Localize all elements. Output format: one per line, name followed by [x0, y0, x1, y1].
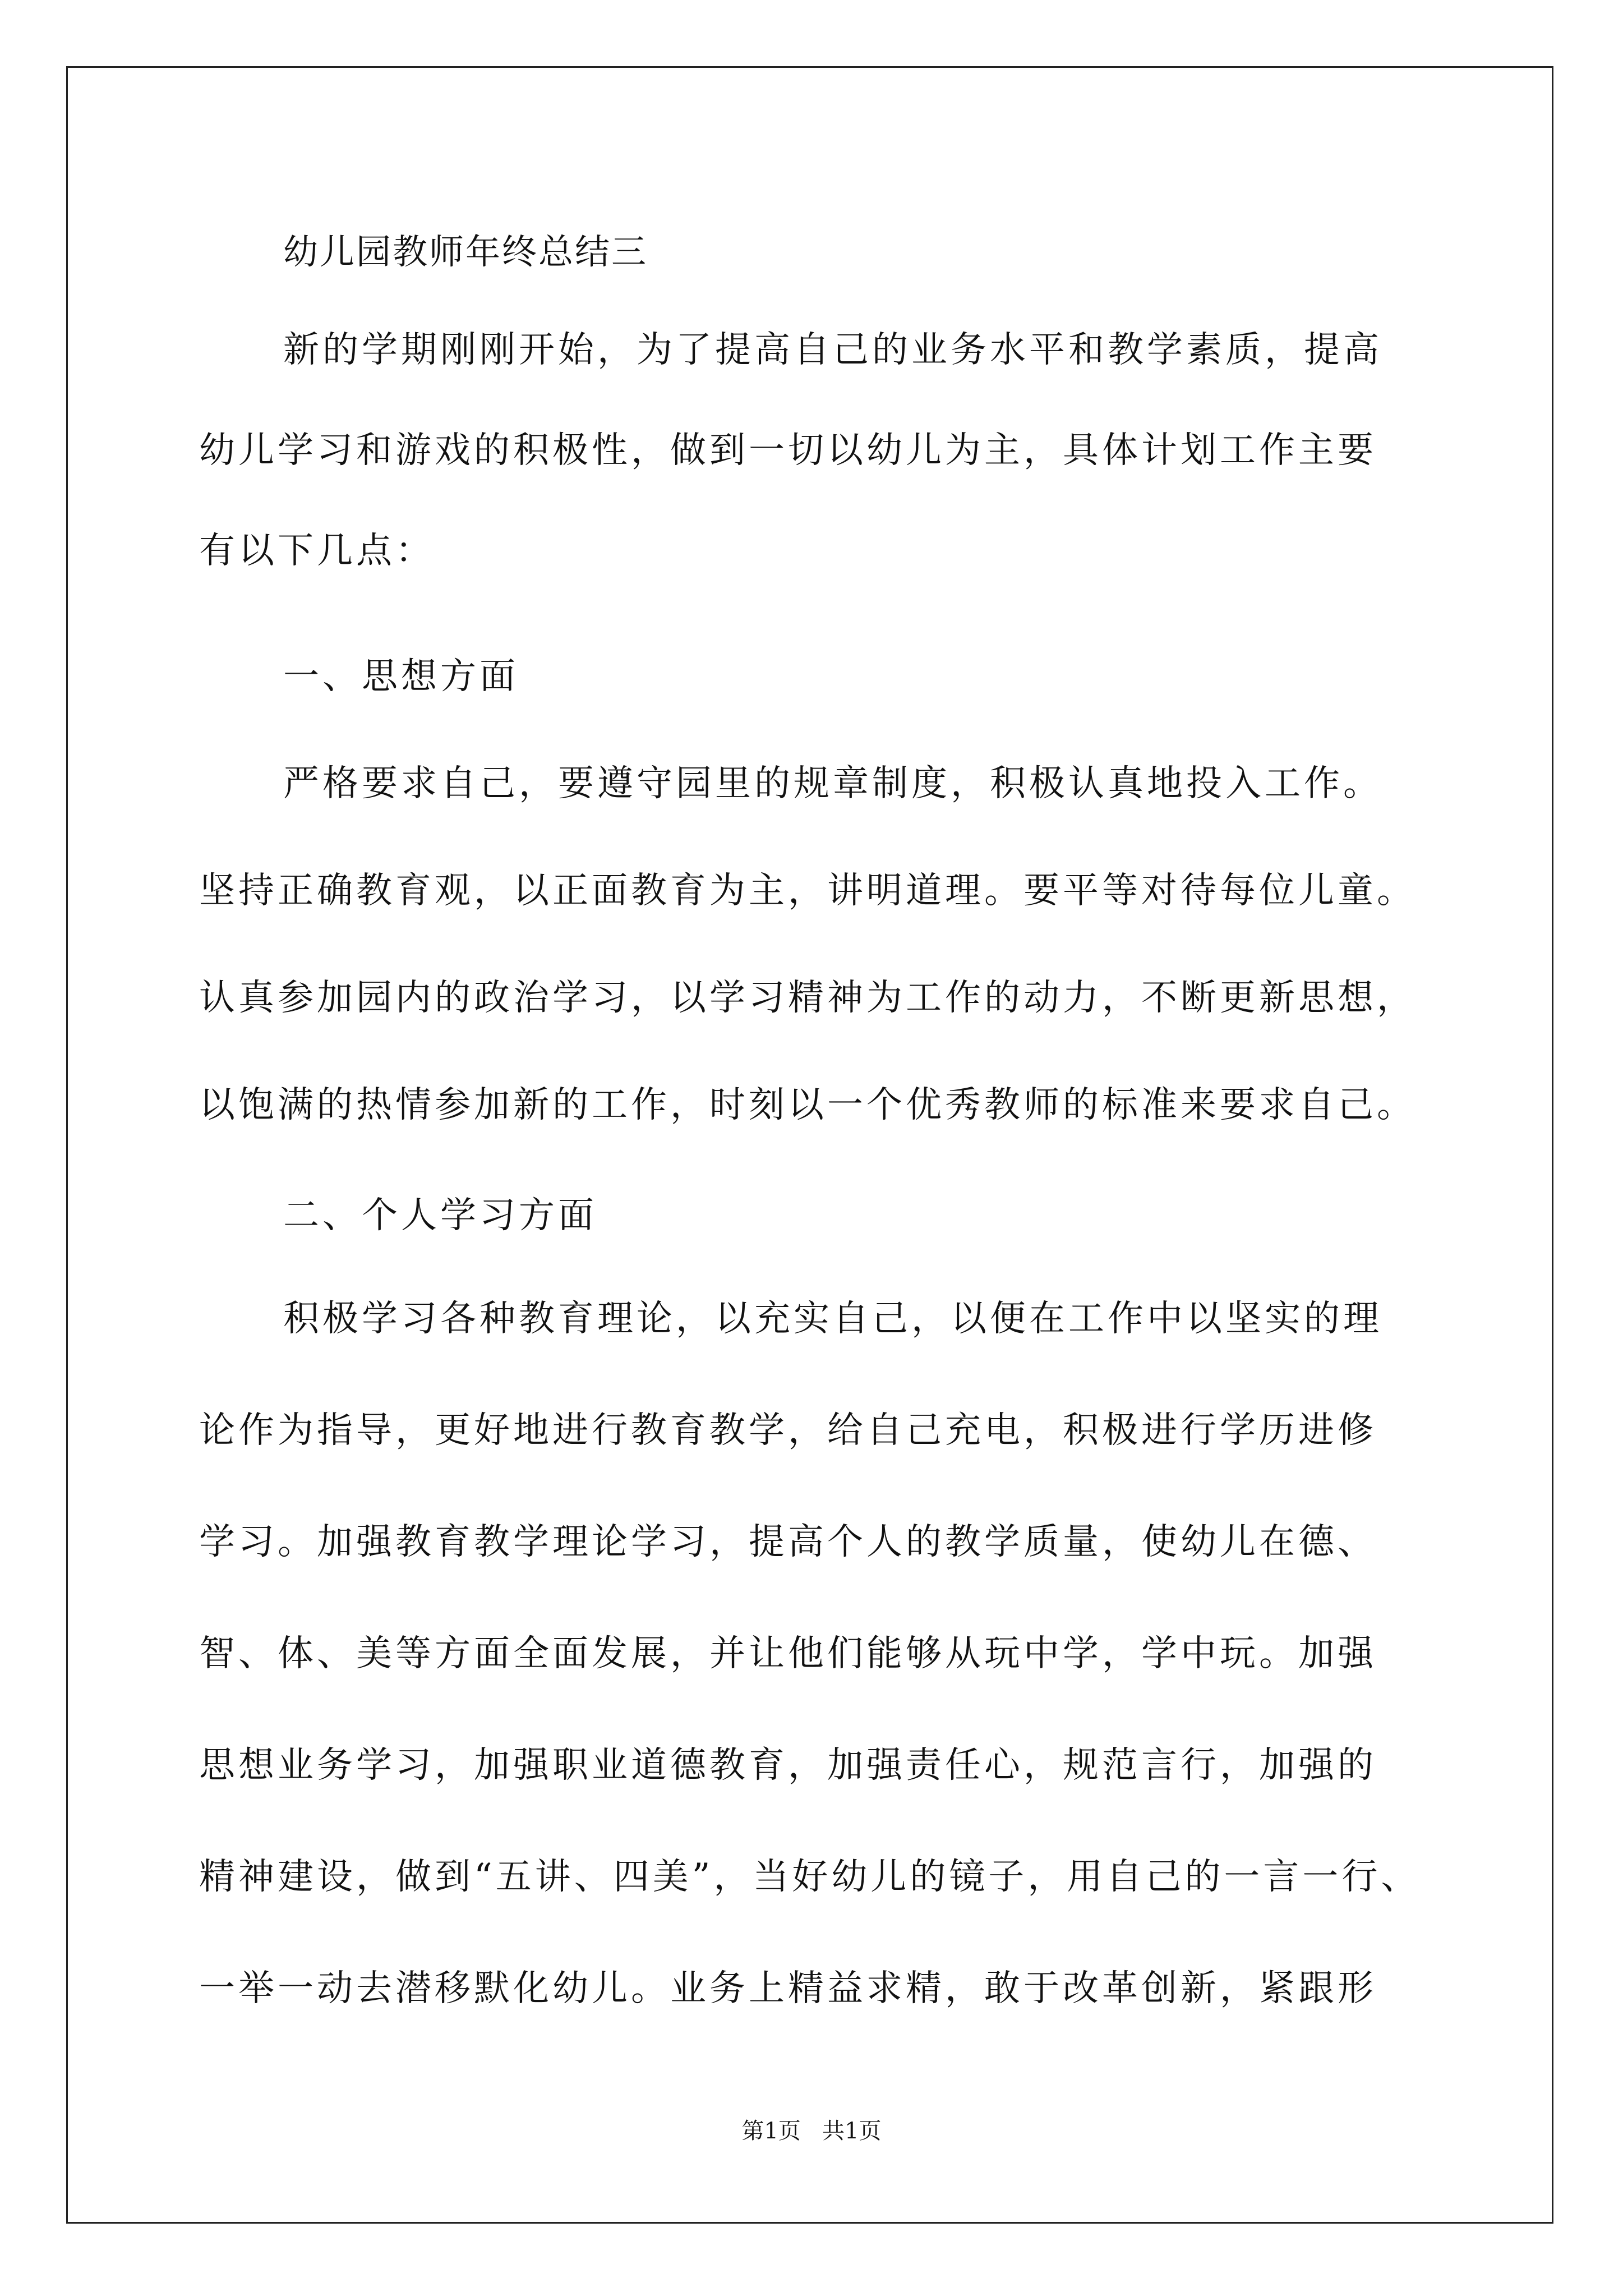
paragraph-line: 坚持正确教育观，以正面教育为主，讲明道理。要平等对待每位儿童。: [199, 870, 1416, 912]
page-number-footer: 第1页 共1页: [741, 2118, 882, 2144]
paragraph-line: 认真参加园内的政治学习，以学习精神为工作的动力，不断更新思想，: [199, 977, 1416, 1019]
section-heading: 一、思想方面: [283, 656, 519, 697]
paragraph-line: 有以下几点：: [199, 530, 435, 572]
paragraph-line: 新的学期刚刚开始，为了提高自己的业务水平和教学素质，提高: [283, 329, 1382, 371]
paragraph-line: 论作为指导，更好地进行教育教学，给自己充电，积极进行学历进修: [199, 1410, 1377, 1451]
paragraph-line: 幼儿学习和游戏的积极性，做到一切以幼儿为主，具体计划工作主要: [199, 430, 1377, 471]
paragraph-line: 积极学习各种教育理论，以充实自己，以便在工作中以坚实的理: [283, 1298, 1382, 1340]
section-heading: 二、个人学习方面: [283, 1195, 597, 1236]
paragraph-line: 学习。加强教育教学理论学习，提高个人的教学质量，使幼儿在德、: [199, 1521, 1377, 1563]
paragraph-line: 精神建设，做到“五讲、四美”，当好幼儿的镜子，用自己的一言一行、: [199, 1856, 1421, 1898]
paragraph-line: 智、体、美等方面全面发展，并让他们能够从玩中学，学中玩。加强: [199, 1633, 1377, 1674]
paragraph-line: 思想业务学习，加强职业道德教育，加强责任心，规范言行，加强的: [199, 1745, 1377, 1786]
paragraph-line: 严格要求自己，要遵守园里的规章制度，积极认真地投入工作。: [283, 763, 1382, 804]
paragraph-line: 一举一动去潜移默化幼儿。业务上精益求精，敢于改革创新，紧跟形: [199, 1968, 1377, 2009]
document-title: 幼儿园教师年终总结三: [283, 231, 648, 272]
paragraph-line: 以饱满的热情参加新的工作，时刻以一个优秀教师的标准来要求自己。: [199, 1084, 1416, 1126]
